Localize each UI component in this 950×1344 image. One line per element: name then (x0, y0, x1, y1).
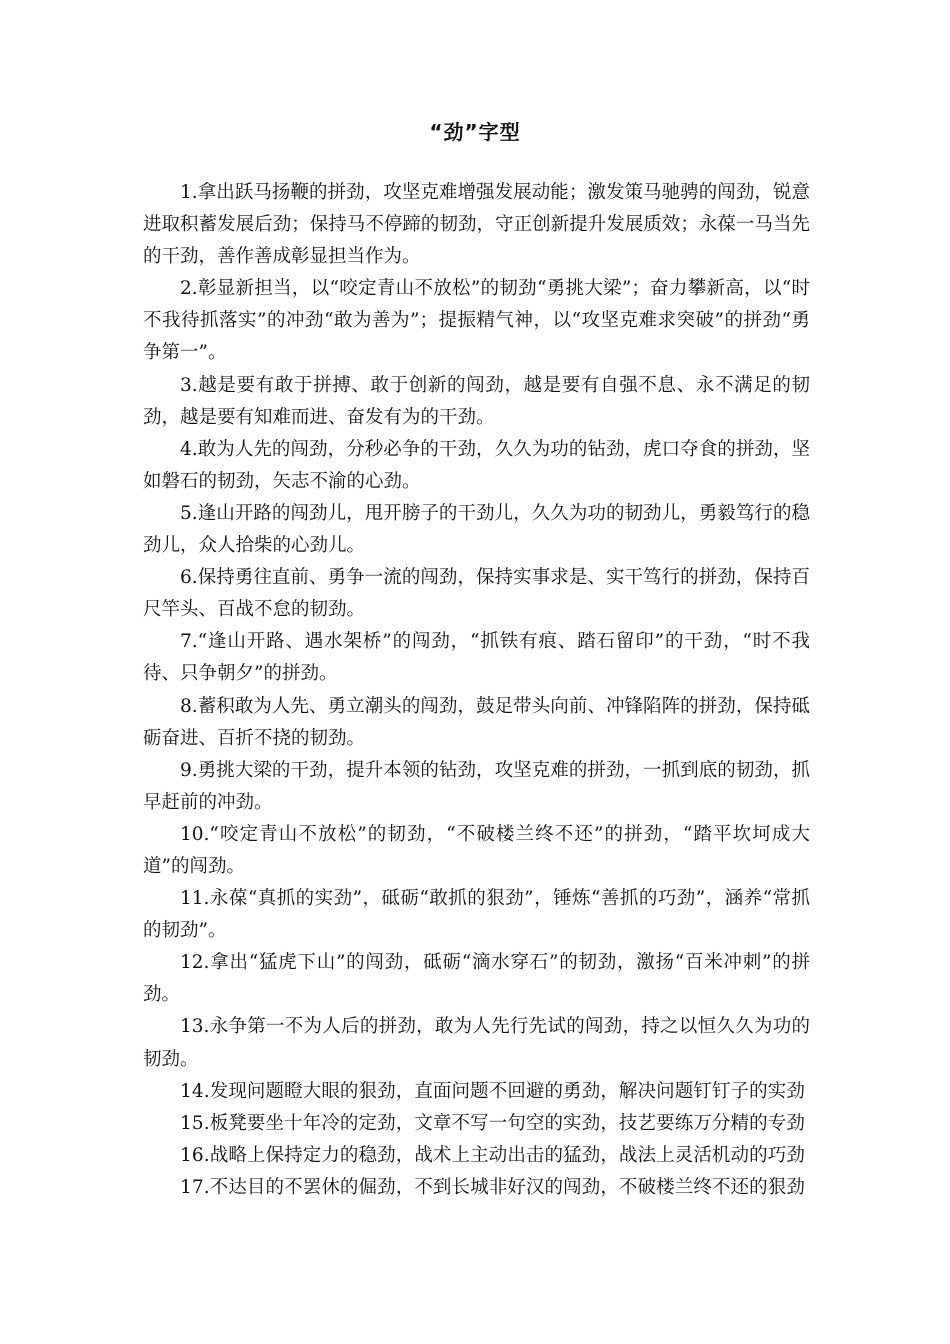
paragraph-8: 8.蓄积敢为人先、勇立潮头的闯劲，鼓足带头向前、冲锋陷阵的拼劲，保持砥砺奋进、百折不挠的韧劲。 (143, 695, 810, 749)
paragraph-4: 4.敢为人先的闯劲，分秒必争的干劲，久久为功的钻劲，虎口夺食的拼劲，坚如磐石的韧劲，矢志不渝的心劲。 (143, 438, 810, 492)
paragraph-12: 12.拿出“猛虎下山”的闯劲，砥砺“滴水穿石”的韧劲，激扬“百米冲刺”的拼劲。 (143, 952, 810, 1006)
paragraph-9: 9.勇挑大梁的干劲，提升本领的钻劲，攻坚克难的拼劲，一抓到底的韧劲，抓早赶前的冲劲。 (143, 759, 810, 813)
paragraph-3: 3.越是要有敢于拼搏、敢于创新的闯劲，越是要有自强不息、永不满足的韧劲，越是要有知难而进、奋发有为的干劲。 (143, 374, 810, 428)
paragraph-7: 7.“逢山开路、遇水架桥”的闯劲，“抓铁有痕、踏石留印”的干劲，“时不我待、只争朝夕”的拼劲。 (143, 631, 810, 685)
paragraph-14: 14.发现问题瞪大眼的狠劲，直面问题不回避的勇劲，解决问题钉钉子的实劲 (180, 1080, 805, 1102)
document-body (143, 177, 810, 1204)
paragraph-17: 17.不达目的不罢休的倔劲，不到长城非好汉的闯劲，不破楼兰终不还的狠劲 (180, 1176, 805, 1198)
paragraph-10: 10.“咬定青山不放松”的韧劲，“不破楼兰终不还”的拼劲，“踏平坎坷成大道”的闯劲。 (143, 823, 810, 877)
paragraph-15: 15.板凳要坐十年冷的定劲，文章不写一句空的实劲，技艺要练万分精的专劲 (180, 1112, 805, 1134)
paragraph-11: 11.永葆“真抓的实劲”，砥砺“敢抓的狠劲”，锤炼“善抓的巧劲”，涵养“常抓的韧劲”。 (143, 888, 810, 942)
paragraph-2: 2.彰显新担当，以“咬定青山不放松”的韧劲“勇挑大梁”；奋力攀新高，以“时不我待抓落实”的冲劲“敢为善为”；提振精气神，以“攻坚克难求突破”的拼劲“勇争第一”。 (143, 278, 810, 364)
paragraph-16: 16.战略上保持定力的稳劲，战术上主动出击的猛劲，战法上灵活机动的巧劲 (180, 1144, 805, 1166)
paragraph-5: 5.逢山开路的闯劲儿，甩开膀子的干劲儿，久久为功的韧劲儿，勇毅笃行的稳劲儿，众人拾柴的心劲儿。 (143, 502, 810, 557)
paragraph-1: 1.拿出跃马扬鞭的拼劲，攻坚克难增强发展动能；激发策马驰骋的闯劲，锐意进取积蓄发展后劲；保持马不停蹄的韧劲，守正创新提升发展质效；永葆一马当先的干劲，善作善成彰显担当作为。 (143, 182, 810, 268)
paragraph-6: 6.保持勇往直前、勇争一流的闯劲，保持实事求是、实干笃行的拼劲，保持百尺竿头、百战不怠的韧劲。 (143, 567, 810, 621)
document-title: “劲”字型 (429, 120, 521, 144)
paragraph-13: 13.永争第一不为人后的拼劲，敢为人先行先试的闯劲，持之以恒久久为功的韧劲。 (143, 1016, 810, 1070)
